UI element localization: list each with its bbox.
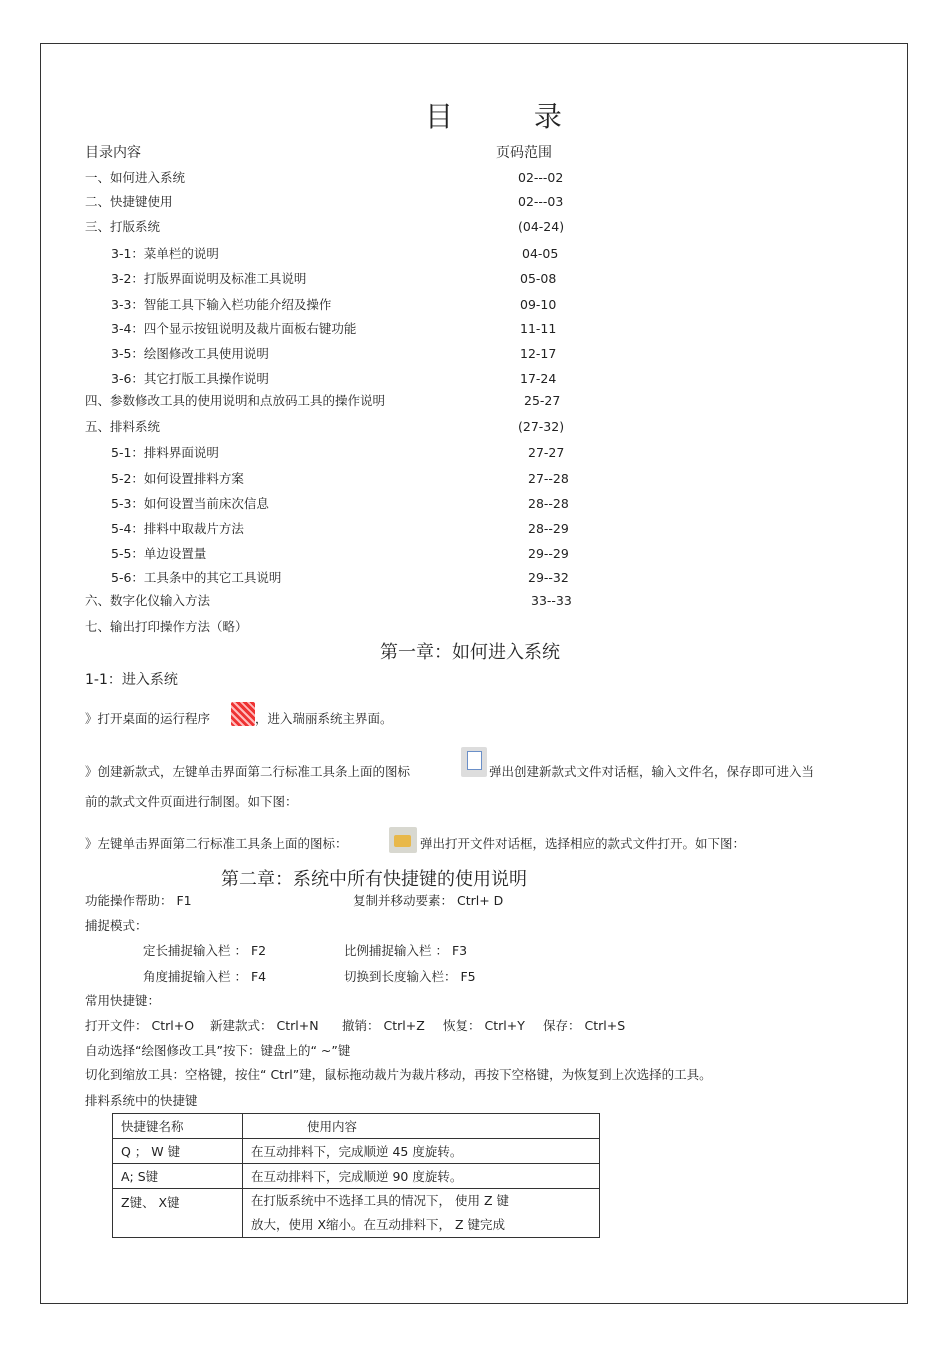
- new-shortcut: 新建款式： Ctrl+N: [210, 1018, 319, 1033]
- table-cell: 在互动排料下，完成顺逆 90 度旋转。: [243, 1164, 600, 1189]
- toc-item-label: 5-5：单边设置量: [111, 546, 207, 561]
- para-open-file: 》左键单击界面第二行标准工具条上面的图标：: [85, 836, 348, 851]
- table-row: [113, 1139, 600, 1164]
- table-cell: Z键、 X键: [113, 1189, 243, 1238]
- snap-label: 捕捉模式：: [85, 918, 148, 933]
- help-shortcut: 功能操作帮助： F1: [85, 893, 192, 908]
- undo-shortcut: 撤销： Ctrl+Z: [342, 1018, 425, 1033]
- toc-item-pages: (27-32): [518, 419, 565, 434]
- auto-select-note: 自动选择“绘图修改工具”按下：键盘上的“ ~”键: [85, 1043, 351, 1058]
- toc-item-label: 六、数字化仪输入方法: [85, 593, 211, 608]
- toc-header-pages: 页码范围: [496, 145, 552, 161]
- toc-item-pages: 28--29: [528, 521, 569, 536]
- table-row: [113, 1189, 600, 1238]
- table-cell: A; S键: [113, 1164, 243, 1189]
- section-title: 1-1：进入系统: [85, 672, 178, 688]
- para-new-style: 》创建新款式，左键单击界面第二行标准工具条上面的图标: [85, 764, 411, 779]
- table-header: 使用内容: [243, 1114, 600, 1139]
- chapter1-title: 第一章：如何进入系统: [380, 642, 560, 663]
- toc-title: 目 录: [425, 100, 598, 133]
- toc-item-label: 七、输出打印操作方法（略）: [85, 619, 248, 634]
- para-new-style-cont2: 前的款式文件页面进行制图。如下图：: [85, 794, 298, 809]
- para-open-file-cont: 弹出打开文件对话框，选择相应的款式文件打开。如下图：: [420, 836, 746, 851]
- toc-item-pages: 25-27: [524, 393, 561, 408]
- toc-item-label: 五、排料系统: [85, 419, 161, 434]
- toc-item-pages: 09-10: [520, 297, 557, 312]
- open-shortcut: 打开文件： Ctrl+O: [85, 1018, 195, 1033]
- open-folder-icon: [389, 827, 417, 853]
- shortcut-table: [112, 1113, 600, 1238]
- toc-item-label: 5-6：工具条中的其它工具说明: [111, 570, 282, 585]
- toc-item-label: 二、快捷键使用: [85, 194, 173, 209]
- common-label: 常用快捷键：: [85, 993, 161, 1008]
- table-cell-line: 放大，使用 X缩小。在互动排料下， Z 键完成: [251, 1217, 506, 1232]
- toc-item-pages: 02---03: [518, 194, 564, 209]
- redo-shortcut: 恢复： Ctrl+Y: [443, 1018, 525, 1033]
- toc-item-pages: 05-08: [520, 271, 557, 286]
- layout-keys-label: 排料系统中的快捷键: [85, 1093, 198, 1108]
- toc-item-pages: 29--32: [528, 570, 569, 585]
- toc-item-pages: 29--29: [528, 546, 569, 561]
- zoom-tool-note: 切化到缩放工具：空格键，按住“ Ctrl”建，鼠标拖动裁片为裁片移动，再按下空格键，为恢复到上次选择的工具。: [85, 1067, 712, 1082]
- table-row: [113, 1164, 600, 1189]
- toc-item-label: 5-4：排料中取裁片方法: [111, 521, 244, 536]
- toc-item-pages: 02---02: [518, 170, 564, 185]
- table-cell: 在互动排料下，完成顺逆 45 度旋转。: [243, 1139, 600, 1164]
- para-open-program-cont: ，进入瑞丽系统主界面。: [255, 711, 393, 726]
- snap-angle: 角度捕捉输入栏 ： F4: [143, 969, 267, 984]
- snap-length: 定长捕捉输入栏 ： F2: [143, 943, 267, 958]
- toc-item-label: 5-3：如何设置当前床次信息: [111, 496, 269, 511]
- toc-item-pages: 28--28: [528, 496, 569, 511]
- para-new-style-cont: 弹出创建新款式文件对话框，输入文件名，保存即可进入当: [489, 764, 815, 779]
- toc-header-content: 目录内容: [85, 145, 141, 161]
- snap-ratio: 比例捕捉输入栏 ： F3: [344, 943, 468, 958]
- toc-item-label: 5-1：排料界面说明: [111, 445, 219, 460]
- toc-item-pages: 27--28: [528, 471, 569, 486]
- toc-item-label: 5-2：如何设置排料方案: [111, 471, 244, 486]
- table-cell: [243, 1189, 600, 1238]
- save-shortcut: 保存： Ctrl+S: [543, 1018, 626, 1033]
- table-header: 快捷键名称: [113, 1114, 243, 1139]
- toc-item-label: 一、如何进入系统: [85, 170, 186, 185]
- toc-item-pages: 12-17: [520, 346, 557, 361]
- chapter2-title: 第二章：系统中所有快捷键的使用说明: [221, 869, 527, 890]
- toc-item-label: 3-5：绘图修改工具使用说明: [111, 346, 269, 361]
- snap-switch: 切换到长度输入栏： F5: [344, 969, 476, 984]
- toc-item-label: 三、打版系统: [85, 219, 161, 234]
- toc-item-label: 3-6：其它打版工具操作说明: [111, 371, 269, 386]
- para-open-program: 》打开桌面的运行程序: [85, 711, 211, 726]
- table-cell: Q ； W 键: [113, 1139, 243, 1164]
- toc-item-label: 3-3：智能工具下输入栏功能介绍及操作: [111, 297, 332, 312]
- toc-item-pages: 27-27: [528, 445, 565, 460]
- toc-item-pages: 17-24: [520, 371, 557, 386]
- copy-shortcut: 复制并移动要素： Ctrl+ D: [353, 893, 504, 908]
- toc-item-pages: 11-11: [520, 321, 557, 336]
- program-icon: [231, 702, 255, 726]
- table-header-row: [113, 1114, 600, 1139]
- toc-item-pages: (04-24): [518, 219, 565, 234]
- toc-item-label: 3-2：打版界面说明及标准工具说明: [111, 271, 307, 286]
- toc-item-label: 四、参数修改工具的使用说明和点放码工具的操作说明: [85, 393, 386, 408]
- toc-item-pages: 04-05: [522, 246, 559, 261]
- new-file-icon: [461, 747, 487, 777]
- toc-item-label: 3-1：菜单栏的说明: [111, 246, 219, 261]
- table-cell-line: 在打版系统中不选择工具的情况下， 使用 Z 键: [251, 1193, 509, 1208]
- toc-item-label: 3-4：四个显示按钮说明及裁片面板右键功能: [111, 321, 357, 336]
- toc-item-pages: 33--33: [531, 593, 572, 608]
